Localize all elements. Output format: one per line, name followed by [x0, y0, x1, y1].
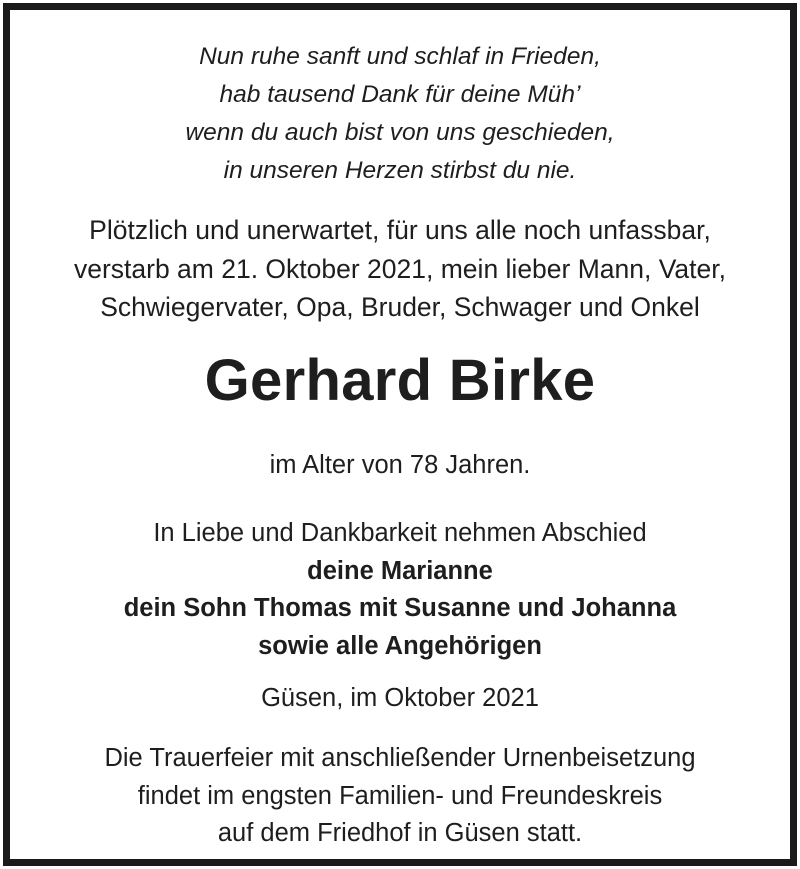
- mourner-line: deine Marianne: [307, 556, 493, 585]
- deceased-age: im Alter von 78 Jahren.: [269, 451, 531, 479]
- poem-line: in unseren Herzen stirbst du nie.: [223, 157, 577, 184]
- announcement-line: verstarb am 21. Oktober 2021, mein lieber Mann, Vater,: [73, 253, 727, 284]
- ceremony-line: Die Trauerfeier mit anschließender Urnenbeisetzung: [104, 744, 696, 772]
- farewell-block: [10, 515, 790, 665]
- mourner-line: sowie alle Angehörigen: [258, 631, 542, 660]
- announcement-line: Schwiegervater, Opa, Bruder, Schwager und Onkel: [100, 292, 700, 322]
- poem-line: hab tausend Dank für deine Müh’: [219, 81, 581, 108]
- mourner-line: dein Sohn Thomas mit Susanne und Johanna: [123, 594, 677, 622]
- death-announcement: [10, 211, 790, 327]
- farewell-intro: In Liebe und Dankbarkeit nehmen Abschied: [153, 519, 647, 547]
- obituary-frame: [3, 3, 797, 866]
- poem-line: Nun ruhe sanft und schlaf in Frieden,: [199, 43, 601, 70]
- memorial-poem: [10, 38, 790, 190]
- poem-line: wenn du auch bist von uns geschieden,: [185, 119, 615, 146]
- place-date: Güsen, im Oktober 2021: [261, 684, 539, 712]
- ceremony-info: [10, 740, 790, 853]
- announcement-line: Plötzlich und unerwartet, für uns alle noch unfassbar,: [89, 215, 711, 245]
- ceremony-line: auf dem Friedhof in Güsen statt.: [217, 819, 583, 847]
- ceremony-line: findet im engsten Familien- und Freundeskreis: [137, 781, 663, 810]
- deceased-name: Gerhard Birke: [204, 348, 596, 413]
